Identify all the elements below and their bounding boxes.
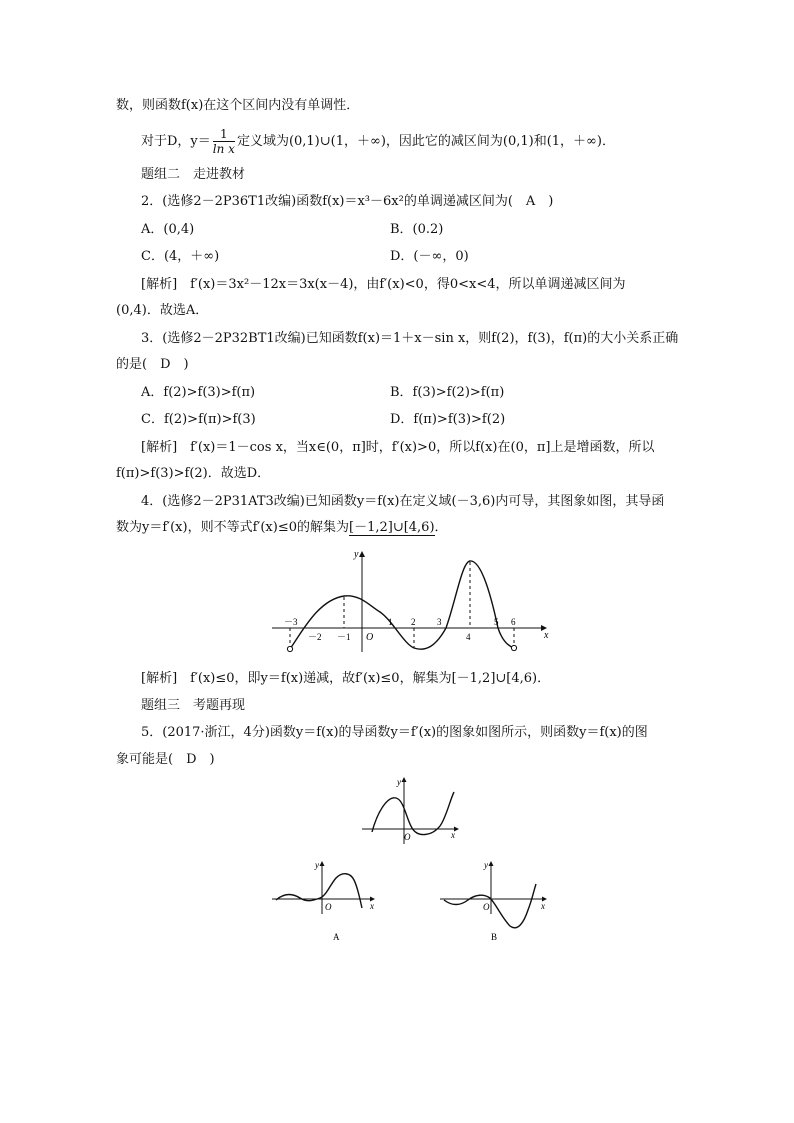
- q3-option-b: B．f(3)>f(2)>f(π): [390, 385, 505, 400]
- y-axis-label: y: [315, 860, 319, 870]
- question-4-cont: 数为y＝f′(x)，则不等式f′(x)≤0的解集为[－1,2]∪[4,6)．: [116, 520, 448, 535]
- open-endpoint-left: [287, 646, 292, 651]
- q2-option-d: D．(－∞，0): [390, 249, 469, 264]
- q4-solution: [解析] f′(x)≤0，即y＝f(x)递减，故f′(x)≤0，解集为[－1,2]∪[4,6)．: [141, 671, 551, 686]
- tick-neg1: －1: [337, 632, 351, 642]
- tick-3: 3: [437, 617, 442, 627]
- x-axis-label: x: [544, 630, 549, 641]
- tick-6: 6: [511, 617, 516, 627]
- caption-b: B: [491, 932, 498, 942]
- group-heading-3: 题组三 考题再现: [141, 698, 246, 713]
- open-endpoint-right: [511, 645, 516, 650]
- figure-option-a: [268, 856, 382, 946]
- tick-4: 4: [466, 632, 471, 642]
- origin-label: O: [366, 632, 374, 643]
- tick-neg3: －3: [284, 617, 298, 627]
- y-axis-label: y: [484, 860, 488, 870]
- tick-neg2: －2: [308, 632, 322, 642]
- tick-1: 1: [388, 617, 393, 627]
- q2-option-b: B．(0.2): [390, 222, 444, 237]
- tick-5: 5: [494, 617, 499, 627]
- q3-option-c: C．f(2)>f(π)>f(3): [141, 412, 256, 427]
- group-heading-2: 题组二 走进教材: [141, 167, 246, 182]
- q3-solution: [解析] f′(x)＝1－cos x，当x∈(0，π]时，f′(x)>0，所以f(x)在(0，π]上是增函数，所以: [141, 440, 655, 455]
- curve-b: [444, 884, 536, 928]
- q2-option-a: A．(0,4): [141, 222, 195, 237]
- q2-solution: [解析] f′(x)＝3x²－12x＝3x(x－4)，由f′(x)<0，得0<x<4，所以单调递减区间为: [141, 277, 626, 292]
- y-axis-label: y: [397, 777, 401, 787]
- tick-2: 2: [411, 617, 416, 627]
- question-5: 5．(2017·浙江，4分)函数y＝f(x)的导函数y＝f′(x)的图象如图所示，则函数y＝f(x)的图: [141, 725, 648, 740]
- q3-option-a: A．f(2)>f(3)>f(π): [141, 385, 256, 400]
- question-3-cont: 的是( D ): [116, 357, 189, 372]
- q2-option-c: C．(4，＋∞): [141, 249, 220, 264]
- curve-derivative: [372, 792, 454, 835]
- curve-a: [276, 874, 362, 908]
- q3-solution-cont: f(π)>f(3)>f(2)．故选D．: [116, 466, 271, 481]
- y-axis-label: y: [354, 549, 359, 560]
- option-d-analysis: 对于D，y＝ $\frac{1}{\text{ln x}}$ 定义域为(0,1)∪(1，＋∞)，因此它的减区间为(0,1)和(1，＋∞)．: [141, 127, 615, 156]
- x-axis-label: x: [370, 901, 374, 911]
- line-continuation: 数，则函数f(x)在这个区间内没有单调性．: [116, 98, 360, 113]
- x-axis-label: x: [541, 901, 545, 911]
- question-3: 3．(选修2－2P32BT1改编)已知函数f(x)＝1＋x－sin x，则f(2)，f(3)，f(π)的大小关系正确: [141, 331, 679, 346]
- fraction: $\frac{1}{\text{ln x}}$: [212, 127, 235, 156]
- answer-underline: [－1,2]∪[4,6): [349, 520, 435, 535]
- question-4: 4．(选修2－2P31AT3改编)已知函数y＝f(x)在定义域(－3,6)内可导，其图象如图，其导函: [141, 494, 665, 509]
- figure-q5-derivative: [358, 774, 464, 846]
- origin-label: O: [325, 902, 332, 912]
- question-5-cont: 象可能是( D ): [116, 752, 215, 767]
- figure-option-b: [436, 856, 550, 946]
- x-axis-label: x: [451, 830, 455, 840]
- curve-fx: [290, 561, 514, 649]
- q3-option-d: D．f(π)>f(3)>f(2): [390, 412, 506, 427]
- origin-label: O: [483, 902, 490, 912]
- q2-solution-cont: (0,4)．故选A．: [116, 303, 209, 318]
- figure-q4-graph: [268, 544, 568, 660]
- question-2: 2．(选修2－2P36T1改编)函数f(x)＝x³－6x²的单调递减区间为( A ): [141, 194, 554, 209]
- caption-a: A: [333, 932, 340, 942]
- origin-label: O: [404, 832, 411, 842]
